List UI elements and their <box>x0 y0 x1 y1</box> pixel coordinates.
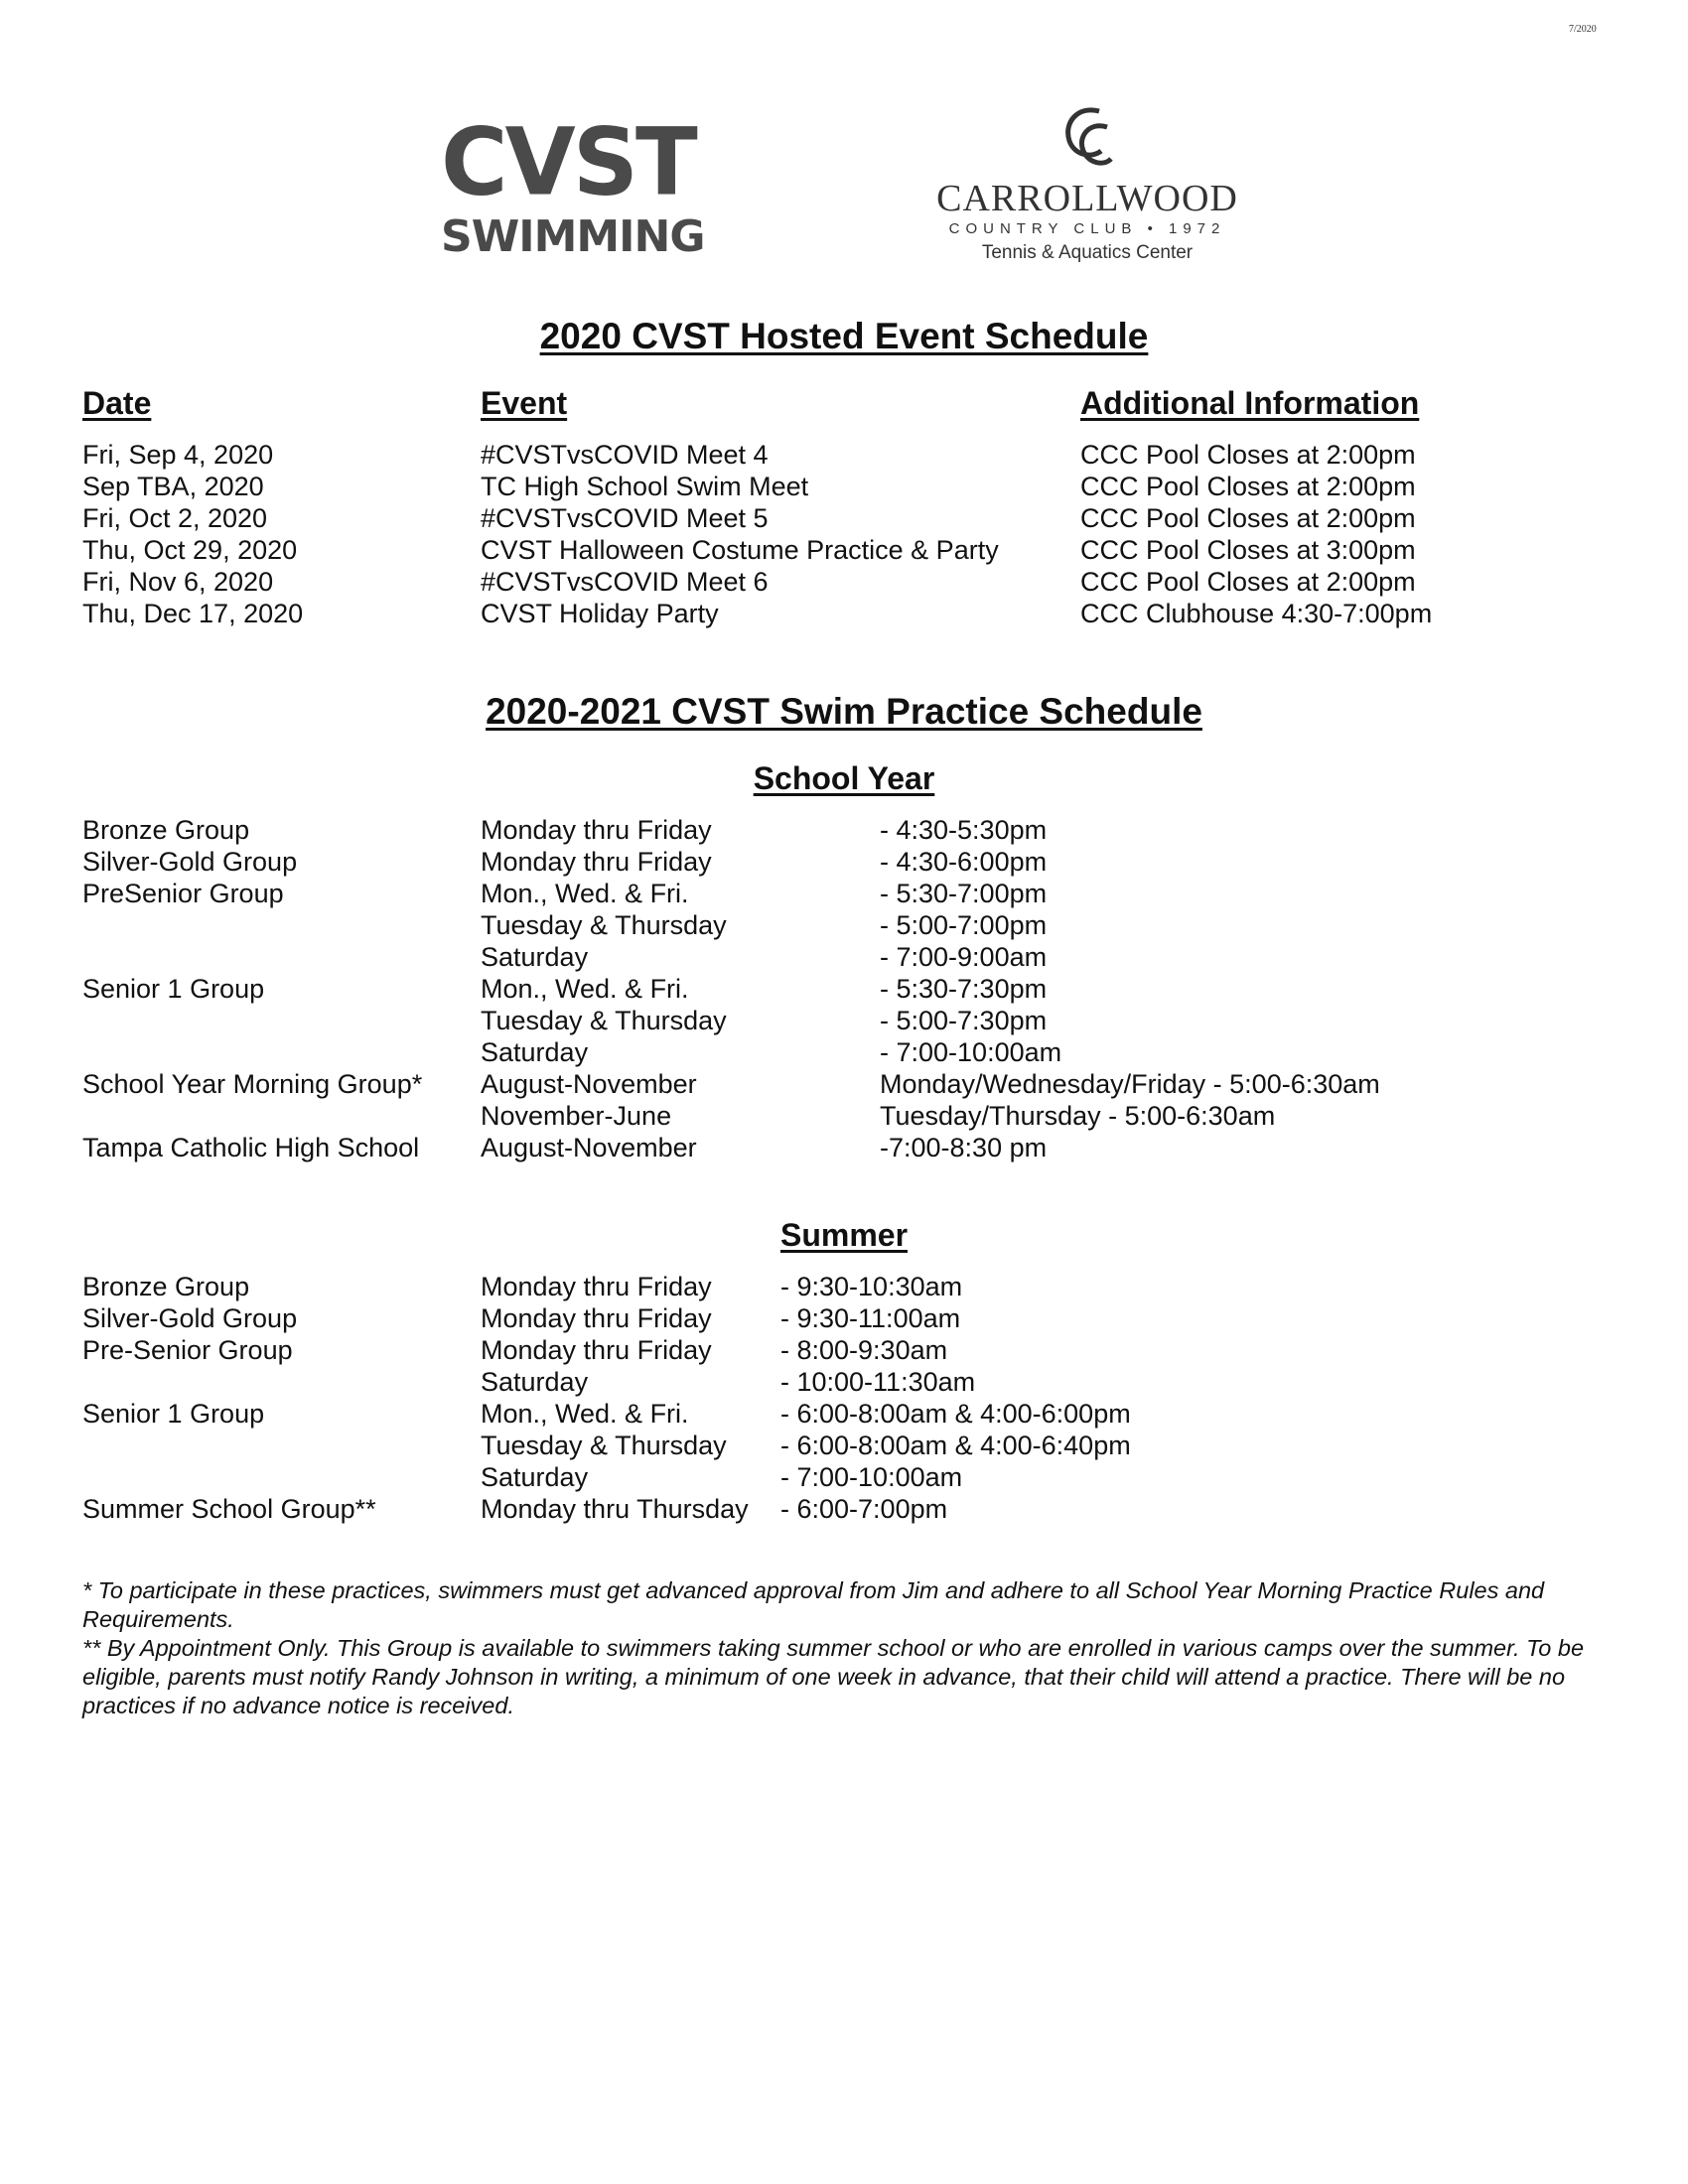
practice-group: PreSenior Group <box>82 879 284 908</box>
event-date: Fri, Nov 6, 2020 <box>82 567 274 597</box>
event-row <box>0 471 1688 502</box>
practice-row <box>0 1005 1688 1036</box>
practice-row <box>0 1302 1688 1334</box>
event-name: #CVSTvsCOVID Meet 5 <box>481 503 769 533</box>
practice-row <box>0 1398 1688 1430</box>
footnote-summer-school-group: ** By Appointment Only. This Group is available to swimmers taking summer school or who are enrolled in various camps over the summer. To be eligible, parents must notify Randy Johnson in writing, a minimum of one week in advance, that their child will attend a practice. There will be no practices if no advance notice is received. <box>82 1635 1585 1718</box>
practice-days: Monday thru Friday <box>481 1335 712 1365</box>
practice-row <box>0 1461 1688 1493</box>
carrollwood-country-club-logo <box>918 101 1256 280</box>
practice-time: - 7:00-9:00am <box>880 942 1048 972</box>
event-row <box>0 566 1688 598</box>
event-name: CVST Halloween Costume Practice & Party <box>481 535 999 565</box>
event-info: CCC Pool Closes at 2:00pm <box>1080 440 1416 470</box>
practice-time: - 9:30-10:30am <box>780 1272 963 1301</box>
practice-time: - 10:00-11:30am <box>780 1367 976 1397</box>
practice-days: Saturday <box>481 1037 589 1067</box>
event-date: Sep TBA, 2020 <box>82 472 264 501</box>
practice-time: Monday/Wednesday/Friday - 5:00-6:30am <box>880 1069 1380 1099</box>
practice-days: Tuesday & Thursday <box>481 910 727 940</box>
practice-row <box>0 941 1688 973</box>
practice-time: - 4:30-6:00pm <box>880 847 1048 877</box>
event-info: CCC Pool Closes at 3:00pm <box>1080 535 1416 565</box>
practice-time: - 6:00-8:00am & 4:00-6:00pm <box>780 1399 1131 1429</box>
practice-time: - 6:00-8:00am & 4:00-6:40pm <box>780 1431 1131 1460</box>
summer-heading: Summer <box>779 1217 909 1253</box>
practice-row <box>0 1334 1688 1366</box>
practice-group: Senior 1 Group <box>82 974 265 1004</box>
event-info: CCC Pool Closes at 2:00pm <box>1080 472 1416 501</box>
ccc-logo-tagline: Tennis & Aquatics Center <box>981 242 1194 263</box>
practice-row <box>0 1271 1688 1302</box>
cc-monogram-icon <box>918 101 1256 175</box>
footnote-morning-group: * To participate in these practices, swimmers must get advanced approval from Jim and adhere to all School Year Morning Practice Rules and Requirements. <box>82 1577 1545 1632</box>
practice-group: Pre-Senior Group <box>82 1335 293 1365</box>
ccc-logo-subtitle: COUNTRY CLUB • 1972 <box>948 220 1226 237</box>
event-row <box>0 502 1688 534</box>
practice-group: Silver-Gold Group <box>82 1303 298 1333</box>
event-info: CCC Pool Closes at 2:00pm <box>1080 567 1416 597</box>
cvst-swimming-logo <box>441 107 705 276</box>
event-info: CCC Clubhouse 4:30-7:00pm <box>1080 599 1433 628</box>
event-schedule-title: 2020 CVST Hosted Event Schedule <box>539 316 1149 356</box>
practice-time: - 5:00-7:30pm <box>880 1006 1048 1035</box>
practice-days: Monday thru Thursday <box>481 1494 749 1524</box>
practice-row <box>0 814 1688 846</box>
practice-days: Monday thru Friday <box>481 847 712 877</box>
cvst-logo-text: CVST <box>441 107 695 217</box>
event-row <box>0 534 1688 566</box>
practice-row <box>0 1100 1688 1132</box>
practice-days: Saturday <box>481 1462 589 1492</box>
practice-group: Silver-Gold Group <box>82 847 298 877</box>
practice-time: - 5:00-7:00pm <box>880 910 1048 940</box>
event-name: #CVSTvsCOVID Meet 6 <box>481 567 769 597</box>
practice-time: - 8:00-9:30am <box>780 1335 948 1365</box>
practice-row <box>0 1366 1688 1398</box>
practice-time: - 9:30-11:00am <box>780 1303 961 1333</box>
event-date: Fri, Sep 4, 2020 <box>82 440 274 470</box>
event-row <box>0 598 1688 629</box>
practice-group: Bronze Group <box>82 815 250 845</box>
practice-days: Mon., Wed. & Fri. <box>481 879 689 908</box>
event-name: CVST Holiday Party <box>481 599 719 628</box>
practice-days: Monday thru Friday <box>481 1303 712 1333</box>
practice-days: Monday thru Friday <box>481 1272 712 1301</box>
ccc-logo-name: CARROLLWOOD <box>936 178 1238 219</box>
practice-row <box>0 1036 1688 1068</box>
footnotes <box>82 1576 1612 1720</box>
event-name: #CVSTvsCOVID Meet 4 <box>481 440 769 470</box>
practice-days: Tuesday & Thursday <box>481 1006 727 1035</box>
practice-row <box>0 1068 1688 1100</box>
event-date: Thu, Dec 17, 2020 <box>82 599 304 628</box>
practice-time: - 7:00-10:00am <box>880 1037 1062 1067</box>
practice-days: Monday thru Friday <box>481 815 712 845</box>
practice-days: Tuesday & Thursday <box>481 1431 727 1460</box>
practice-days: August-November <box>481 1069 697 1099</box>
practice-row <box>0 973 1688 1005</box>
practice-time: - 5:30-7:30pm <box>880 974 1048 1004</box>
practice-row <box>0 1493 1688 1525</box>
practice-group: School Year Morning Group* <box>82 1069 423 1099</box>
practice-time: - 5:30-7:00pm <box>880 879 1048 908</box>
practice-days: Saturday <box>481 1367 589 1397</box>
document-date: 7/2020 <box>1569 24 1597 35</box>
info-column-header: Additional Information <box>1080 385 1420 421</box>
event-name: TC High School Swim Meet <box>481 472 809 501</box>
practice-row <box>0 846 1688 878</box>
practice-row <box>0 878 1688 909</box>
practice-days: Mon., Wed. & Fri. <box>481 1399 689 1429</box>
practice-schedule-title: 2020-2021 CVST Swim Practice Schedule <box>486 691 1202 732</box>
event-info: CCC Pool Closes at 2:00pm <box>1080 503 1416 533</box>
practice-group: Summer School Group** <box>82 1494 376 1524</box>
practice-time: - 4:30-5:30pm <box>880 815 1048 845</box>
practice-row <box>0 1132 1688 1163</box>
practice-time: - 7:00-10:00am <box>780 1462 963 1492</box>
practice-group: Tampa Catholic High School <box>82 1133 420 1162</box>
practice-time: Tuesday/Thursday - 5:00-6:30am <box>880 1101 1276 1131</box>
practice-time: -7:00-8:30 pm <box>880 1133 1048 1162</box>
event-column-header: Event <box>481 385 568 421</box>
event-row <box>0 439 1688 471</box>
practice-group: Bronze Group <box>82 1272 250 1301</box>
swimming-logo-text: SWIMMING <box>441 211 705 262</box>
practice-row <box>0 1430 1688 1461</box>
event-date: Fri, Oct 2, 2020 <box>82 503 268 533</box>
practice-time: - 6:00-7:00pm <box>780 1494 948 1524</box>
practice-group: Senior 1 Group <box>82 1399 265 1429</box>
school-year-heading: School Year <box>753 760 935 796</box>
practice-days: Saturday <box>481 942 589 972</box>
event-date: Thu, Oct 29, 2020 <box>82 535 298 565</box>
practice-days: August-November <box>481 1133 697 1162</box>
date-column-header: Date <box>82 385 152 421</box>
practice-days: November-June <box>481 1101 672 1131</box>
practice-days: Mon., Wed. & Fri. <box>481 974 689 1004</box>
practice-row <box>0 909 1688 941</box>
